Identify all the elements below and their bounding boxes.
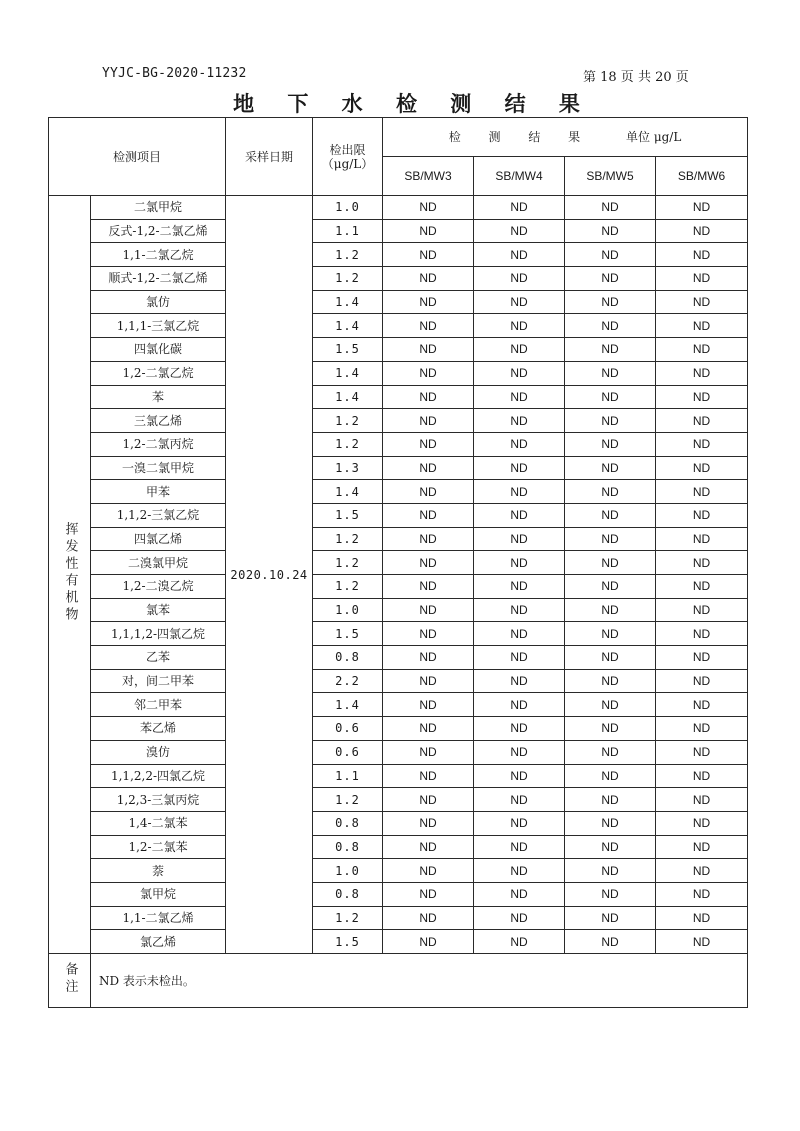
- remark-row: [49, 954, 748, 1008]
- result-value: ND: [474, 314, 565, 338]
- detection-limit: 1.4: [313, 693, 383, 717]
- table-row: [49, 764, 748, 788]
- result-value: ND: [565, 314, 656, 338]
- result-value: ND: [656, 314, 748, 338]
- table-row: [49, 432, 748, 456]
- result-value: ND: [565, 575, 656, 599]
- table-row: [49, 338, 748, 362]
- table-row: [49, 906, 748, 930]
- detection-limit: 1.2: [313, 527, 383, 551]
- result-value: ND: [565, 764, 656, 788]
- result-value: ND: [383, 669, 474, 693]
- table-row: [49, 409, 748, 433]
- detection-limit: 1.2: [313, 432, 383, 456]
- result-value: ND: [474, 930, 565, 954]
- result-value: ND: [474, 740, 565, 764]
- table-row: [49, 267, 748, 291]
- result-value: ND: [565, 385, 656, 409]
- result-value: ND: [656, 219, 748, 243]
- result-value: ND: [383, 811, 474, 835]
- table-row: [49, 882, 748, 906]
- table-row: [49, 219, 748, 243]
- compound-name: 溴仿: [91, 740, 226, 764]
- compound-name: 1,2-二氯乙烷: [91, 361, 226, 385]
- result-value: ND: [656, 717, 748, 741]
- detection-limit: 0.8: [313, 646, 383, 670]
- result-value: ND: [383, 267, 474, 291]
- result-value: ND: [656, 740, 748, 764]
- compound-name: 苯乙烯: [91, 717, 226, 741]
- table-row: [49, 503, 748, 527]
- table-row: [49, 740, 748, 764]
- compound-name: 氯乙烯: [91, 930, 226, 954]
- compound-name: 邻二甲苯: [91, 693, 226, 717]
- result-value: ND: [474, 338, 565, 362]
- compound-name: 1,1,2,2-四氯乙烷: [91, 764, 226, 788]
- detection-limit: 0.8: [313, 835, 383, 859]
- table-row: [49, 788, 748, 812]
- detection-limit: 1.2: [313, 551, 383, 575]
- result-value: ND: [474, 669, 565, 693]
- result-value: ND: [383, 314, 474, 338]
- compound-name: 氯仿: [91, 290, 226, 314]
- result-value: ND: [565, 788, 656, 812]
- detection-limit: 1.0: [313, 859, 383, 883]
- table-row: [49, 551, 748, 575]
- result-value: ND: [565, 835, 656, 859]
- results-table: [48, 117, 748, 1008]
- result-value: ND: [383, 764, 474, 788]
- compound-name: 1,4-二氯苯: [91, 811, 226, 835]
- compound-name: 1,2,3-三氯丙烷: [91, 788, 226, 812]
- result-value: ND: [474, 290, 565, 314]
- result-value: ND: [656, 338, 748, 362]
- detection-limit: 0.8: [313, 811, 383, 835]
- result-value: ND: [565, 456, 656, 480]
- result-value: ND: [474, 835, 565, 859]
- result-value: ND: [565, 338, 656, 362]
- table-row: [49, 930, 748, 954]
- result-value: ND: [656, 764, 748, 788]
- result-value: ND: [474, 527, 565, 551]
- result-value: ND: [474, 764, 565, 788]
- result-value: ND: [565, 503, 656, 527]
- remark-label: 备注: [62, 962, 78, 996]
- compound-name: 1,2-二溴乙烷: [91, 575, 226, 599]
- result-value: ND: [565, 432, 656, 456]
- result-value: ND: [383, 385, 474, 409]
- result-value: ND: [565, 361, 656, 385]
- table-row: [49, 622, 748, 646]
- result-value: ND: [656, 480, 748, 504]
- result-value: ND: [383, 859, 474, 883]
- detection-limit: 1.4: [313, 480, 383, 504]
- result-value: ND: [656, 267, 748, 291]
- table-row: [49, 243, 748, 267]
- result-value: ND: [565, 740, 656, 764]
- compound-name: 二溴氯甲烷: [91, 551, 226, 575]
- result-value: ND: [565, 859, 656, 883]
- result-value: ND: [656, 409, 748, 433]
- result-value: ND: [565, 219, 656, 243]
- result-value: ND: [656, 930, 748, 954]
- compound-name: 1,1-二氯乙烷: [91, 243, 226, 267]
- result-value: ND: [474, 432, 565, 456]
- result-value: ND: [565, 930, 656, 954]
- result-value: ND: [474, 196, 565, 220]
- result-value: ND: [383, 456, 474, 480]
- result-value: ND: [656, 859, 748, 883]
- table-row: [49, 385, 748, 409]
- result-value: ND: [383, 740, 474, 764]
- result-value: ND: [656, 693, 748, 717]
- detection-limit: 1.5: [313, 930, 383, 954]
- table-row: [49, 811, 748, 835]
- compound-name: 1,1,1,2-四氯乙烷: [91, 622, 226, 646]
- page-title: 地 下 水 检 测 结 果: [233, 91, 593, 116]
- result-value: ND: [656, 598, 748, 622]
- header-limit-label: 检出限: [329, 142, 366, 157]
- result-value: ND: [474, 409, 565, 433]
- result-value: ND: [565, 290, 656, 314]
- result-value: ND: [474, 717, 565, 741]
- result-value: ND: [565, 409, 656, 433]
- result-value: ND: [565, 882, 656, 906]
- category-cell: [49, 196, 91, 954]
- result-value: ND: [383, 409, 474, 433]
- table-row: [49, 314, 748, 338]
- well-header: SB/MW5: [565, 157, 656, 196]
- well-header: SB/MW4: [474, 157, 565, 196]
- well-header: SB/MW6: [656, 157, 748, 196]
- result-value: ND: [656, 669, 748, 693]
- compound-name: 1,1,2-三氯乙烷: [91, 503, 226, 527]
- result-value: ND: [383, 717, 474, 741]
- result-value: ND: [474, 906, 565, 930]
- result-value: ND: [656, 622, 748, 646]
- results-label: 检 测 结 果: [448, 130, 593, 144]
- detection-limit: 1.2: [313, 267, 383, 291]
- result-value: ND: [565, 669, 656, 693]
- table-row: [49, 693, 748, 717]
- result-value: ND: [474, 385, 565, 409]
- result-value: ND: [474, 503, 565, 527]
- result-value: ND: [383, 882, 474, 906]
- result-value: ND: [474, 622, 565, 646]
- compound-name: 萘: [91, 859, 226, 883]
- compound-name: 氯甲烷: [91, 882, 226, 906]
- remark-text: ND 表示未检出。: [91, 954, 748, 1008]
- result-value: ND: [565, 646, 656, 670]
- result-value: ND: [565, 196, 656, 220]
- result-value: ND: [383, 480, 474, 504]
- detection-limit: 1.0: [313, 196, 383, 220]
- result-value: ND: [474, 811, 565, 835]
- compound-name: 一溴二氯甲烷: [91, 456, 226, 480]
- header-limit: [313, 118, 383, 196]
- result-value: ND: [656, 456, 748, 480]
- table-row: [49, 456, 748, 480]
- detection-limit: 1.2: [313, 906, 383, 930]
- result-value: ND: [656, 811, 748, 835]
- compound-name: 三氯乙烯: [91, 409, 226, 433]
- result-value: ND: [656, 527, 748, 551]
- detection-limit: 1.3: [313, 456, 383, 480]
- result-value: ND: [474, 598, 565, 622]
- result-value: ND: [383, 622, 474, 646]
- compound-name: 氯苯: [91, 598, 226, 622]
- table-row: [49, 361, 748, 385]
- result-value: ND: [656, 906, 748, 930]
- compound-name: 乙苯: [91, 646, 226, 670]
- result-value: ND: [474, 219, 565, 243]
- table-row: [49, 290, 748, 314]
- result-value: ND: [656, 361, 748, 385]
- result-value: ND: [383, 432, 474, 456]
- result-value: ND: [383, 930, 474, 954]
- compound-name: 1,1,1-三氯乙烷: [91, 314, 226, 338]
- compound-name: 1,1-二氯乙烯: [91, 906, 226, 930]
- result-value: ND: [474, 267, 565, 291]
- table-row: [49, 835, 748, 859]
- result-value: ND: [474, 480, 565, 504]
- detection-limit: 2.2: [313, 669, 383, 693]
- result-value: ND: [565, 527, 656, 551]
- detection-limit: 1.1: [313, 219, 383, 243]
- result-value: ND: [474, 882, 565, 906]
- result-value: ND: [656, 646, 748, 670]
- result-value: ND: [565, 693, 656, 717]
- result-value: ND: [565, 622, 656, 646]
- result-value: ND: [383, 551, 474, 575]
- table-row: [49, 646, 748, 670]
- detection-limit: 1.4: [313, 361, 383, 385]
- detection-limit: 0.8: [313, 882, 383, 906]
- result-value: ND: [474, 788, 565, 812]
- detection-limit: 1.5: [313, 503, 383, 527]
- detection-limit: 1.4: [313, 314, 383, 338]
- detection-limit: 0.6: [313, 717, 383, 741]
- header-row-1: [49, 118, 748, 157]
- table-row: [49, 480, 748, 504]
- detection-limit: 1.2: [313, 243, 383, 267]
- result-value: ND: [565, 811, 656, 835]
- category-label: 挥发性有机物: [62, 522, 78, 624]
- result-value: ND: [383, 503, 474, 527]
- table-row: [49, 527, 748, 551]
- result-value: ND: [383, 575, 474, 599]
- table-row: [49, 859, 748, 883]
- result-value: ND: [565, 480, 656, 504]
- detection-limit: 1.2: [313, 788, 383, 812]
- detection-limit: 1.4: [313, 290, 383, 314]
- result-value: ND: [383, 196, 474, 220]
- detection-limit: 1.2: [313, 409, 383, 433]
- result-value: ND: [474, 243, 565, 267]
- compound-name: 对，间二甲苯: [91, 669, 226, 693]
- result-value: ND: [474, 551, 565, 575]
- report-number: YYJC-BG-2020-11232: [102, 66, 247, 81]
- remark-label-cell: [49, 954, 91, 1008]
- table-row: [49, 669, 748, 693]
- detection-limit: 0.6: [313, 740, 383, 764]
- compound-name: 四氯乙烯: [91, 527, 226, 551]
- result-value: ND: [383, 361, 474, 385]
- result-value: ND: [383, 835, 474, 859]
- result-value: ND: [474, 646, 565, 670]
- detection-limit: 1.0: [313, 598, 383, 622]
- compound-name: 二氯甲烷: [91, 196, 226, 220]
- well-header: SB/MW3: [383, 157, 474, 196]
- detection-limit: 1.5: [313, 338, 383, 362]
- table-row: [49, 575, 748, 599]
- table-row: [49, 196, 748, 220]
- page-indicator: 第 18 页 共 20 页: [583, 70, 689, 85]
- result-value: ND: [383, 219, 474, 243]
- table-row: [49, 598, 748, 622]
- result-value: ND: [383, 788, 474, 812]
- result-value: ND: [383, 646, 474, 670]
- detection-limit: 1.2: [313, 575, 383, 599]
- result-value: ND: [656, 432, 748, 456]
- compound-name: 1,2-二氯丙烷: [91, 432, 226, 456]
- detection-limit: 1.4: [313, 385, 383, 409]
- compound-name: 1,2-二氯苯: [91, 835, 226, 859]
- result-value: ND: [656, 788, 748, 812]
- result-value: ND: [474, 575, 565, 599]
- header-item: 检测项目: [49, 118, 226, 196]
- result-value: ND: [474, 361, 565, 385]
- compound-name: 顺式-1,2-二氯乙烯: [91, 267, 226, 291]
- result-value: ND: [383, 598, 474, 622]
- result-value: ND: [383, 243, 474, 267]
- header-results: [383, 118, 748, 157]
- table-row: [49, 717, 748, 741]
- header-limit-unit: （μg/L）: [321, 156, 374, 171]
- compound-name: 苯: [91, 385, 226, 409]
- result-value: ND: [565, 717, 656, 741]
- result-value: ND: [565, 906, 656, 930]
- compound-name: 反式-1,2-二氯乙烯: [91, 219, 226, 243]
- result-value: ND: [383, 906, 474, 930]
- result-value: ND: [565, 267, 656, 291]
- result-value: ND: [474, 456, 565, 480]
- compound-name: 甲苯: [91, 480, 226, 504]
- result-value: ND: [565, 551, 656, 575]
- header-date: 采样日期: [226, 118, 313, 196]
- result-value: ND: [565, 598, 656, 622]
- result-value: ND: [656, 551, 748, 575]
- result-value: ND: [474, 693, 565, 717]
- result-value: ND: [383, 693, 474, 717]
- result-value: ND: [383, 527, 474, 551]
- result-value: ND: [383, 338, 474, 362]
- result-value: ND: [656, 882, 748, 906]
- result-value: ND: [474, 859, 565, 883]
- result-value: ND: [656, 575, 748, 599]
- result-value: ND: [656, 196, 748, 220]
- sample-date: 2020.10.24: [226, 196, 313, 954]
- detection-limit: 1.1: [313, 764, 383, 788]
- result-value: ND: [656, 503, 748, 527]
- compound-name: 四氯化碳: [91, 338, 226, 362]
- result-value: ND: [656, 243, 748, 267]
- detection-limit: 1.5: [313, 622, 383, 646]
- unit-label: 单位 μg/L: [626, 130, 682, 144]
- result-value: ND: [383, 290, 474, 314]
- result-value: ND: [565, 243, 656, 267]
- result-value: ND: [656, 385, 748, 409]
- result-value: ND: [656, 290, 748, 314]
- result-value: ND: [656, 835, 748, 859]
